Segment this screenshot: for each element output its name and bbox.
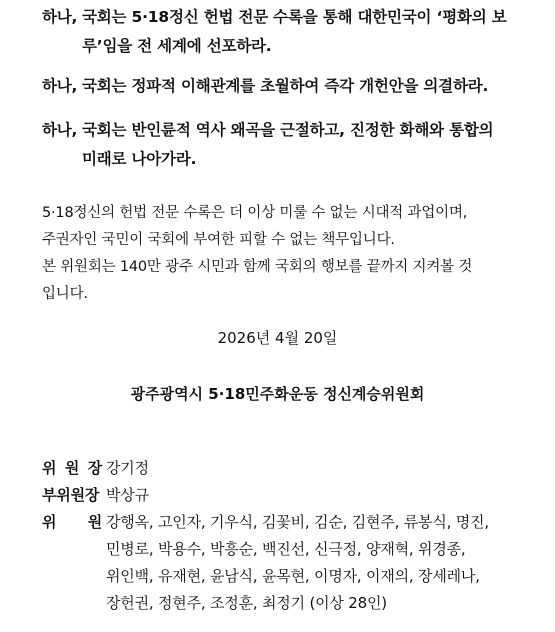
vice-chair-role-label: 부위원장 (42, 486, 100, 504)
resolution-item (42, 3, 542, 61)
resolution-item (42, 72, 542, 101)
vice-chair-row (42, 482, 542, 509)
committee-names-line: 민병로, 박용수, 박흥순, 백진선, 신극정, 양재혁, 위경종, (106, 540, 466, 558)
chair-role-label: 위 원 장 (42, 459, 102, 477)
committee-role-label: 위 원 (42, 513, 102, 531)
resolution-prefix: 하나, (42, 77, 78, 95)
paragraph-line: 주권자인 국민이 국회에 부여한 피할 수 없는 책무입니다. (42, 232, 395, 248)
paragraph-line: 입니다. (42, 286, 88, 302)
paragraph-line: 5·18정신의 헌법 전문 수록은 더 이상 미룰 수 없는 시대적 과업이며, (42, 205, 468, 221)
resolution-prefix: 하나, (42, 8, 78, 26)
paragraph-line: 본 위원회는 140만 광주 시민과 함께 국회의 행보를 끝까지 지켜볼 것 (42, 259, 473, 275)
resolution-text-line: 국회는 정파적 이해관계를 초월하여 즉각 개헌안을 의결하라. (82, 77, 489, 95)
vice-chair-name: 박상규 (106, 486, 149, 504)
resolution-text-line: 미래로 나아가라. (82, 150, 197, 168)
organization-name: 광주광역시 5·18민주화운동 정신계승위원회 (130, 385, 425, 403)
committee-names-line: 장헌권, 정현주, 조정훈, 최정기 (이상 28인) (106, 594, 387, 612)
committee-row (42, 509, 542, 617)
statement-date: 2026년 4월 20일 (217, 329, 338, 347)
resolution-text-line: 국회는 반인륜적 역사 왜곡을 근절하고, 진정한 화해와 통합의 (82, 121, 494, 139)
resolution-text-line: 루’임을 전 세계에 선포하라. (82, 37, 272, 55)
resolution-item (42, 116, 542, 174)
resolution-prefix: 하나, (42, 121, 78, 139)
closing-paragraph (42, 200, 522, 308)
chair-name: 강기정 (106, 459, 149, 477)
chair-row (42, 455, 542, 482)
resolution-text-line: 국회는 5·18정신 헌법 전문 수록을 통해 대한민국이 ‘평화의 보 (82, 8, 507, 26)
member-roster (42, 455, 542, 617)
committee-names-line: 위인백, 유재현, 윤남식, 윤목현, 이명자, 이재의, 장세레나, (106, 567, 480, 585)
committee-names-line: 강행옥, 고인자, 기우식, 김꽃비, 김순, 김현주, 류봉식, 명진, (106, 513, 489, 531)
committee-names (106, 509, 546, 617)
